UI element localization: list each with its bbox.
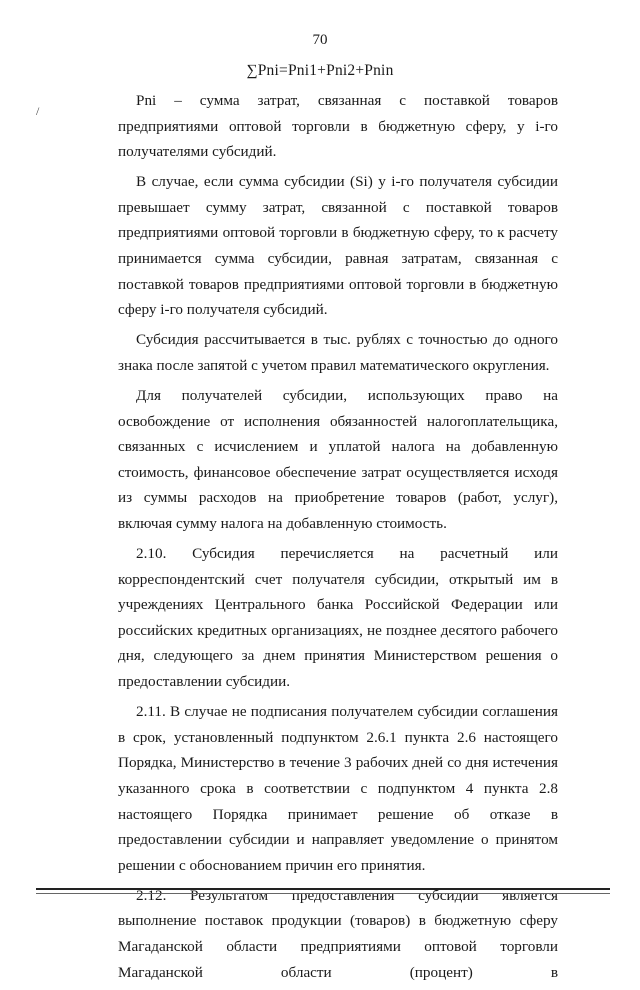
paragraph-rounding: Субсидия рассчитывается в тыс. рублях с точностью до одного знака после запятой с учетом правил математического округления. <box>118 331 558 374</box>
paragraph-pni-definition: Pni – сумма затрат, связанная с поставкой товаров предприятиями оптовой торговли в бюджетную сферу, у i-го получателями субсидий. <box>118 92 558 161</box>
paragraph-subsidy-exceeds: В случае, если сумма субсидии (Si) у i-го получателя субсидии превышает сумму затрат, связанной с поставкой товаров предприятиями оптовой торговли в бюджетную сферу, то к расчету принимается сумма субсидии, равная затратам, связанная с поставкой товаров предприятиями оптовой торговли в бюджетную сферу i-го получателя субсидий. <box>118 173 558 319</box>
paragraph-2-10: 2.10. Субсидия перечисляется на расчетный или корреспондентский счет получателя субсидии, открытый им в учреждениях Центрального банка Российской Федерации или российских кредитных организациях, не позднее десятого рабочего дня, следующего за днем принятия Министерством решения о предоставлении субсидии. <box>118 545 558 691</box>
footer-rule <box>36 888 610 890</box>
page-number: 70 <box>312 32 328 48</box>
margin-mark: / <box>36 104 40 118</box>
formula: ∑Pni=Pni1+Pni2+Pnin <box>246 62 394 79</box>
paragraph-2-12: 2.12. Результатом предоставления субсидии является выполнение поставок продукции (товаров) в бюджетную сферу Магаданской области предприятиями оптовой торговли Магаданской области (процент) в <box>118 886 558 981</box>
document-body <box>118 88 558 990</box>
paragraph-vat-exemption: Для получателей субсидии, использующих право на освобождение от исполнения обязанностей налогоплательщика, связанных с исчислением и уплатой налога на добавленную стоимость, финансовое обеспечение затрат осуществляется исходя из суммы расходов на приобретение товаров (работ, услуг), включая сумму налога на добавленную стоимость. <box>118 387 558 532</box>
paragraph-2-11: 2.11. В случае не подписания получателем субсидии соглашения в срок, установленный подпунктом 2.6.1 пункта 2.6 настоящего Порядка, Министерство в течение 3 рабочих дней со дня истечения указанного срока в соответствии с подпунктом 4 пункта 2.8 настоящего Порядка принимает решение об отказе в предоставлении субсидии и направляет уведомление о принятом решении с обоснованием причин его принятия. <box>118 703 558 874</box>
footer-rule-thin <box>36 893 610 894</box>
